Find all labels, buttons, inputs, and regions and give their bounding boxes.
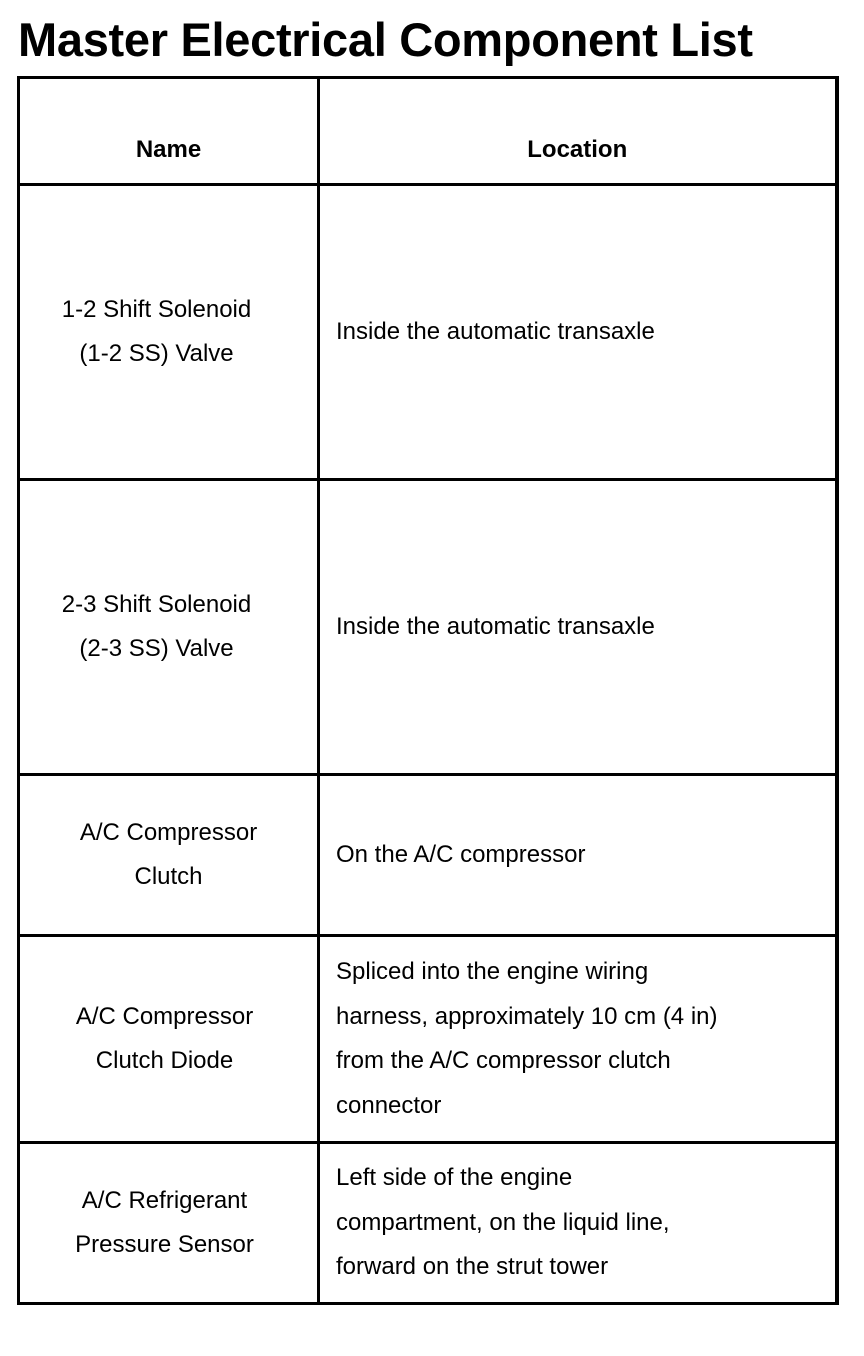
column-header-name: Name — [19, 78, 319, 185]
page-title: Master Electrical Component List — [18, 13, 753, 66]
component-name-cell — [19, 775, 319, 936]
component-name-cell — [19, 185, 319, 480]
column-header-location: Location — [319, 78, 837, 185]
component-table — [17, 76, 839, 1305]
component-location: On the A/C compressor — [336, 840, 586, 868]
component-location: Spliced into the engine wiring harness, approximately 10 cm (4 in) from the A/C compressor clutch connector — [336, 958, 718, 1119]
component-name-cell — [19, 480, 319, 775]
component-name: 1-2 Shift Solenoid (1-2 SS) Valve — [61, 295, 252, 367]
component-location-cell — [319, 936, 837, 1143]
table-row — [19, 775, 837, 936]
component-location: Left side of the engine compartment, on the liquid line, forward on the strut tower — [336, 1164, 670, 1281]
component-location-cell — [319, 480, 837, 775]
component-name: A/C Refrigerant Pressure Sensor — [75, 1186, 254, 1258]
component-name-cell — [19, 936, 319, 1143]
component-name: 2-3 Shift Solenoid (2-3 SS) Valve — [61, 590, 252, 662]
table-header-row — [19, 78, 837, 185]
component-name: A/C Compressor Clutch — [79, 818, 258, 890]
component-location-cell — [319, 775, 837, 936]
component-location-cell — [319, 185, 837, 480]
table-row — [19, 936, 837, 1143]
component-location: Inside the automatic transaxle — [336, 612, 655, 640]
component-name: A/C Compressor Clutch Diode — [75, 1002, 254, 1074]
table-row — [19, 185, 837, 480]
table-row — [19, 480, 837, 775]
component-name-cell — [19, 1143, 319, 1304]
component-location: Inside the automatic transaxle — [336, 317, 655, 345]
table-row — [19, 1143, 837, 1304]
component-location-cell — [319, 1143, 837, 1304]
